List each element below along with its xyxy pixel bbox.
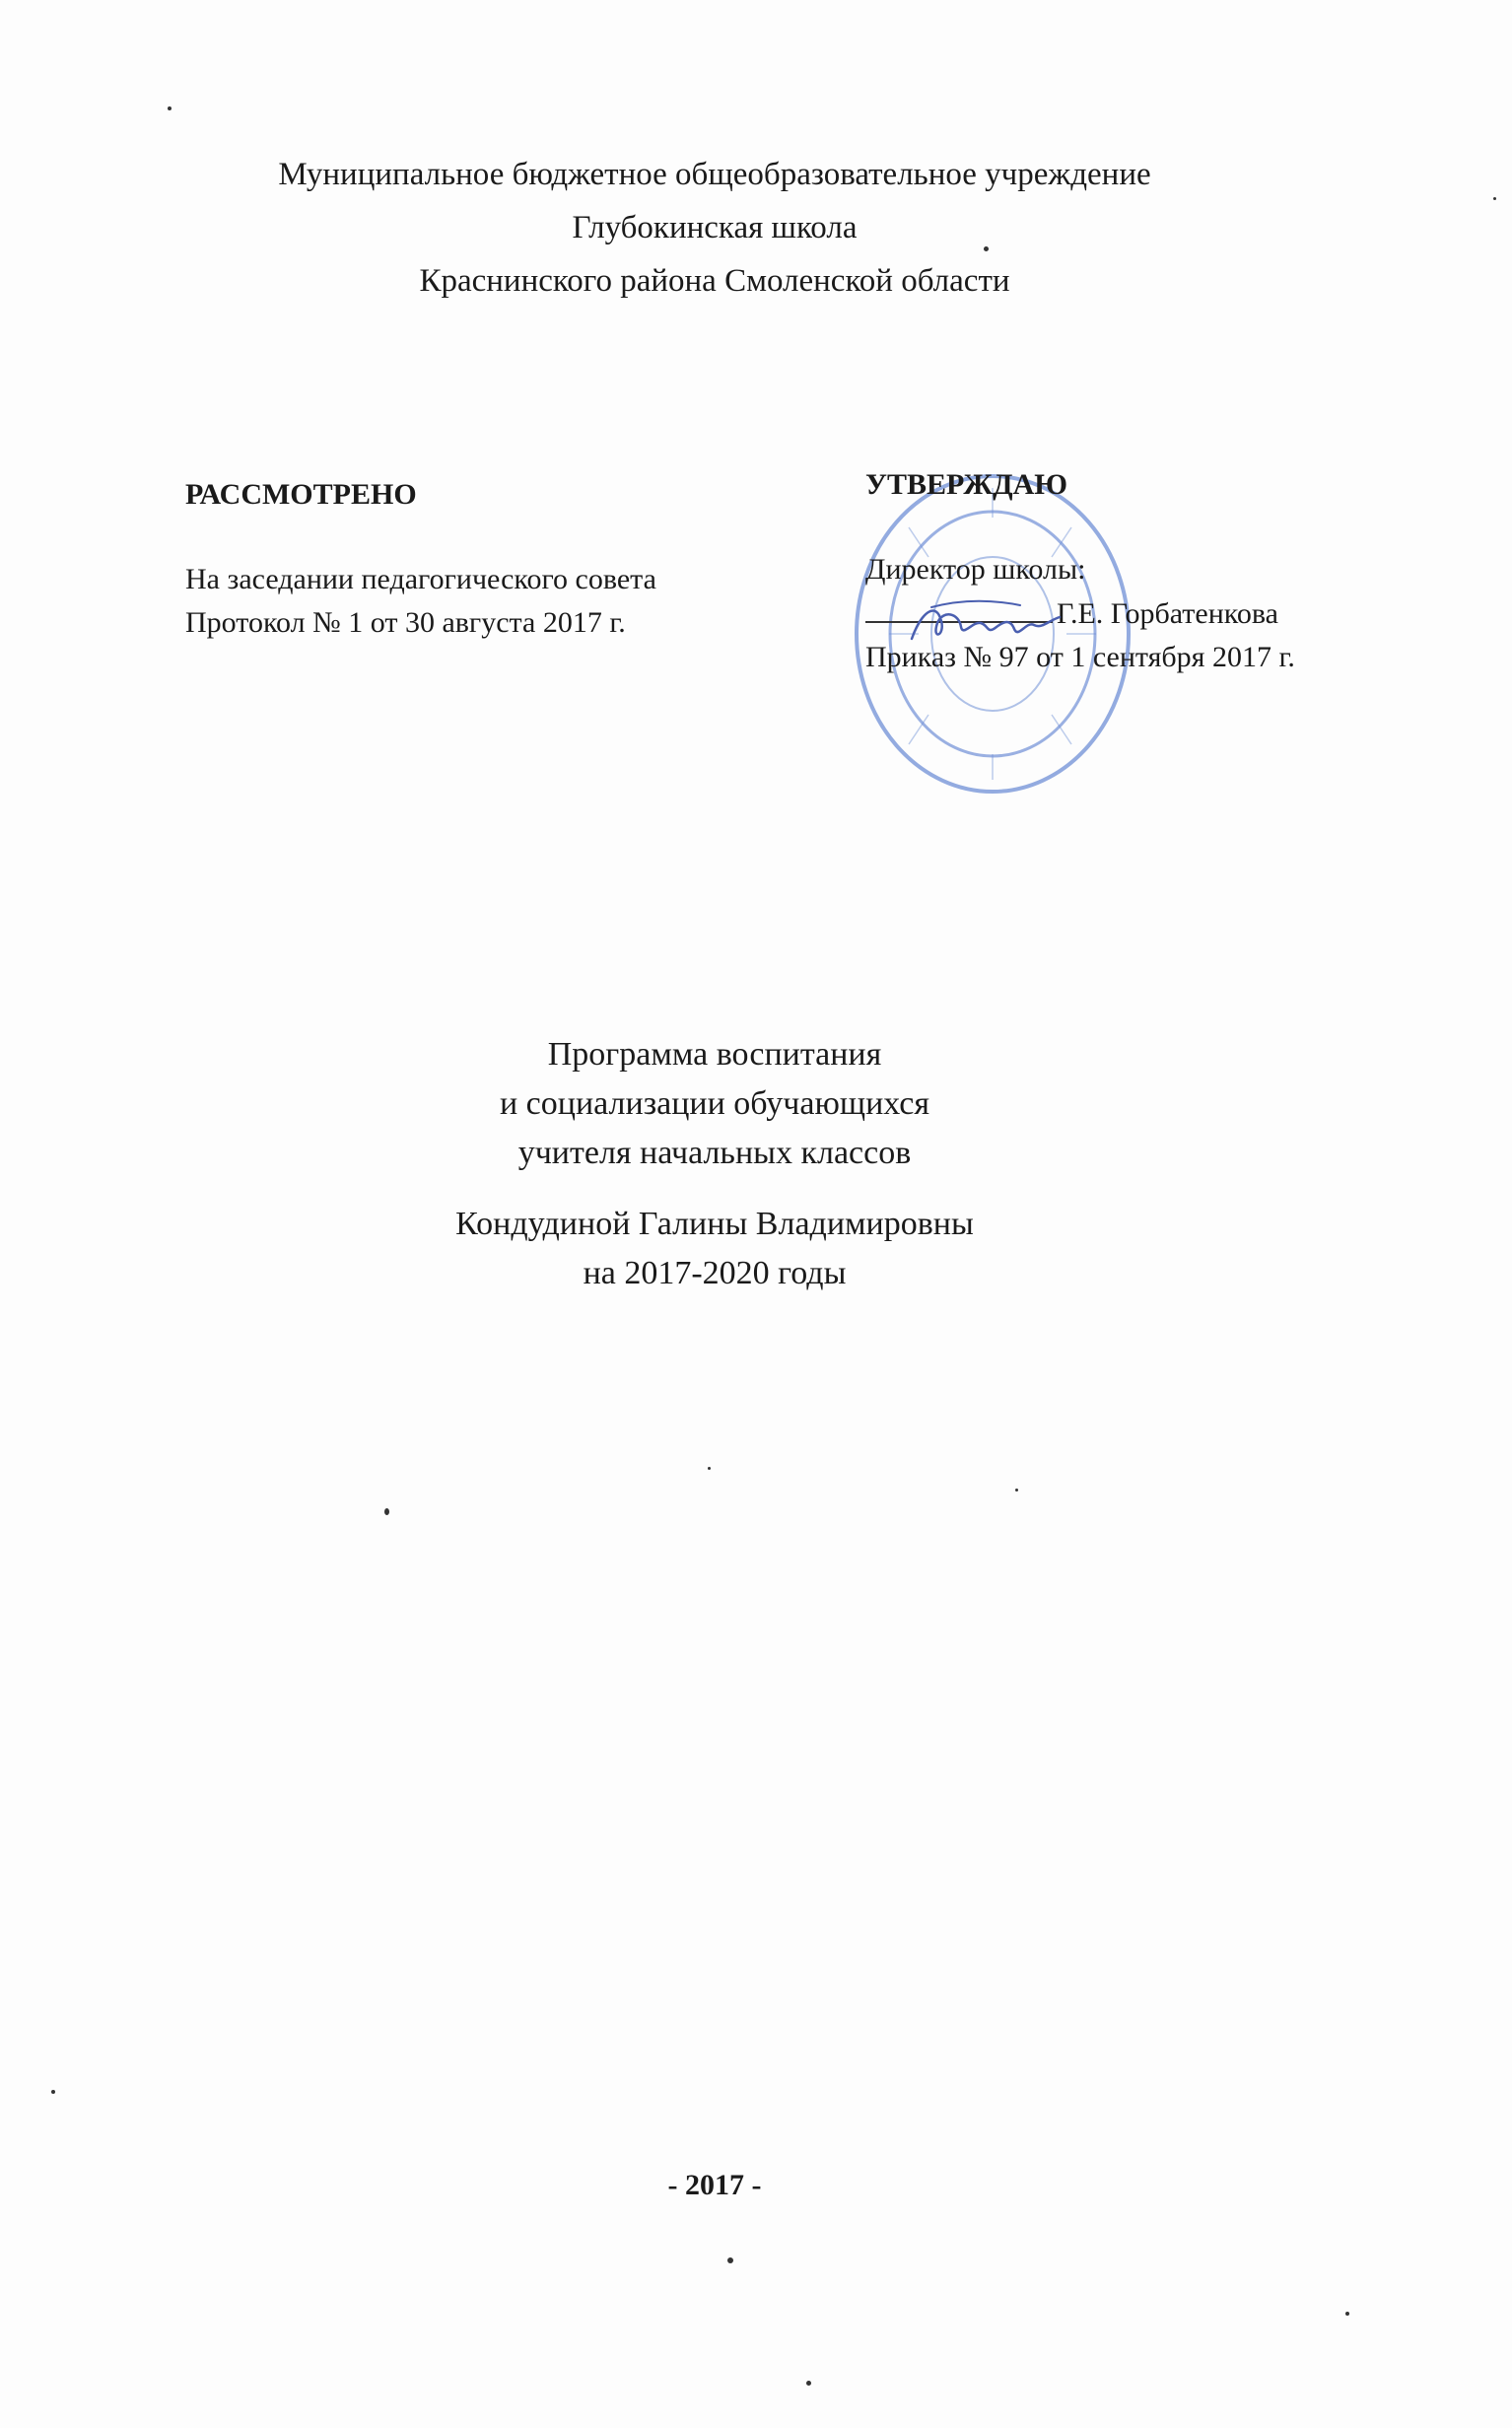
scan-speck — [1493, 197, 1496, 200]
program-line-3: учителя начальных классов — [517, 1135, 912, 1171]
considered-title: РАССМОТРЕНО — [185, 478, 417, 511]
program-years: на 2017-2020 годы — [583, 1255, 847, 1291]
teacher-name: Кондудиной Галины Владимировны — [455, 1206, 974, 1242]
signature-line — [865, 591, 1053, 623]
institution-name: Муниципальное бюджетное общеобразовательное учреждение — [278, 157, 1151, 192]
scan-speck — [984, 246, 989, 251]
protocol-line: Протокол № 1 от 30 августа 2017 г. — [185, 606, 626, 639]
considered-block — [185, 473, 656, 645]
district-name: Краснинского района Смоленской области — [419, 263, 1010, 299]
scan-speck — [1345, 2312, 1349, 2316]
scan-speck — [708, 1467, 711, 1470]
program-line-1: Программа воспитания — [547, 1036, 882, 1073]
program-spacer — [0, 1178, 1429, 1200]
program-line-2: и социализации обучающихся — [499, 1085, 930, 1122]
director-label: Директор школы: — [865, 553, 1086, 586]
approved-title: УТВЕРЖДАЮ — [865, 468, 1068, 501]
scan-speck — [168, 106, 172, 110]
document-year: - 2017 - — [667, 2169, 762, 2201]
order-line: Приказ № 97 от 1 сентября 2017 г. — [865, 641, 1295, 673]
institution-header — [0, 148, 1429, 308]
director-name: Г.Е. Горбатенкова — [1057, 597, 1278, 630]
school-name: Глубокинская школа — [572, 210, 858, 245]
scan-speck — [384, 1508, 389, 1515]
council-meeting: На заседании педагогического совета — [185, 563, 656, 595]
scan-speck — [51, 2090, 55, 2094]
scan-speck — [1015, 1489, 1018, 1491]
scan-speck — [727, 2257, 733, 2263]
approved-block — [865, 463, 1295, 679]
director-sign-line — [865, 591, 1295, 636]
scan-speck — [806, 2381, 811, 2386]
program-title — [0, 1030, 1429, 1298]
